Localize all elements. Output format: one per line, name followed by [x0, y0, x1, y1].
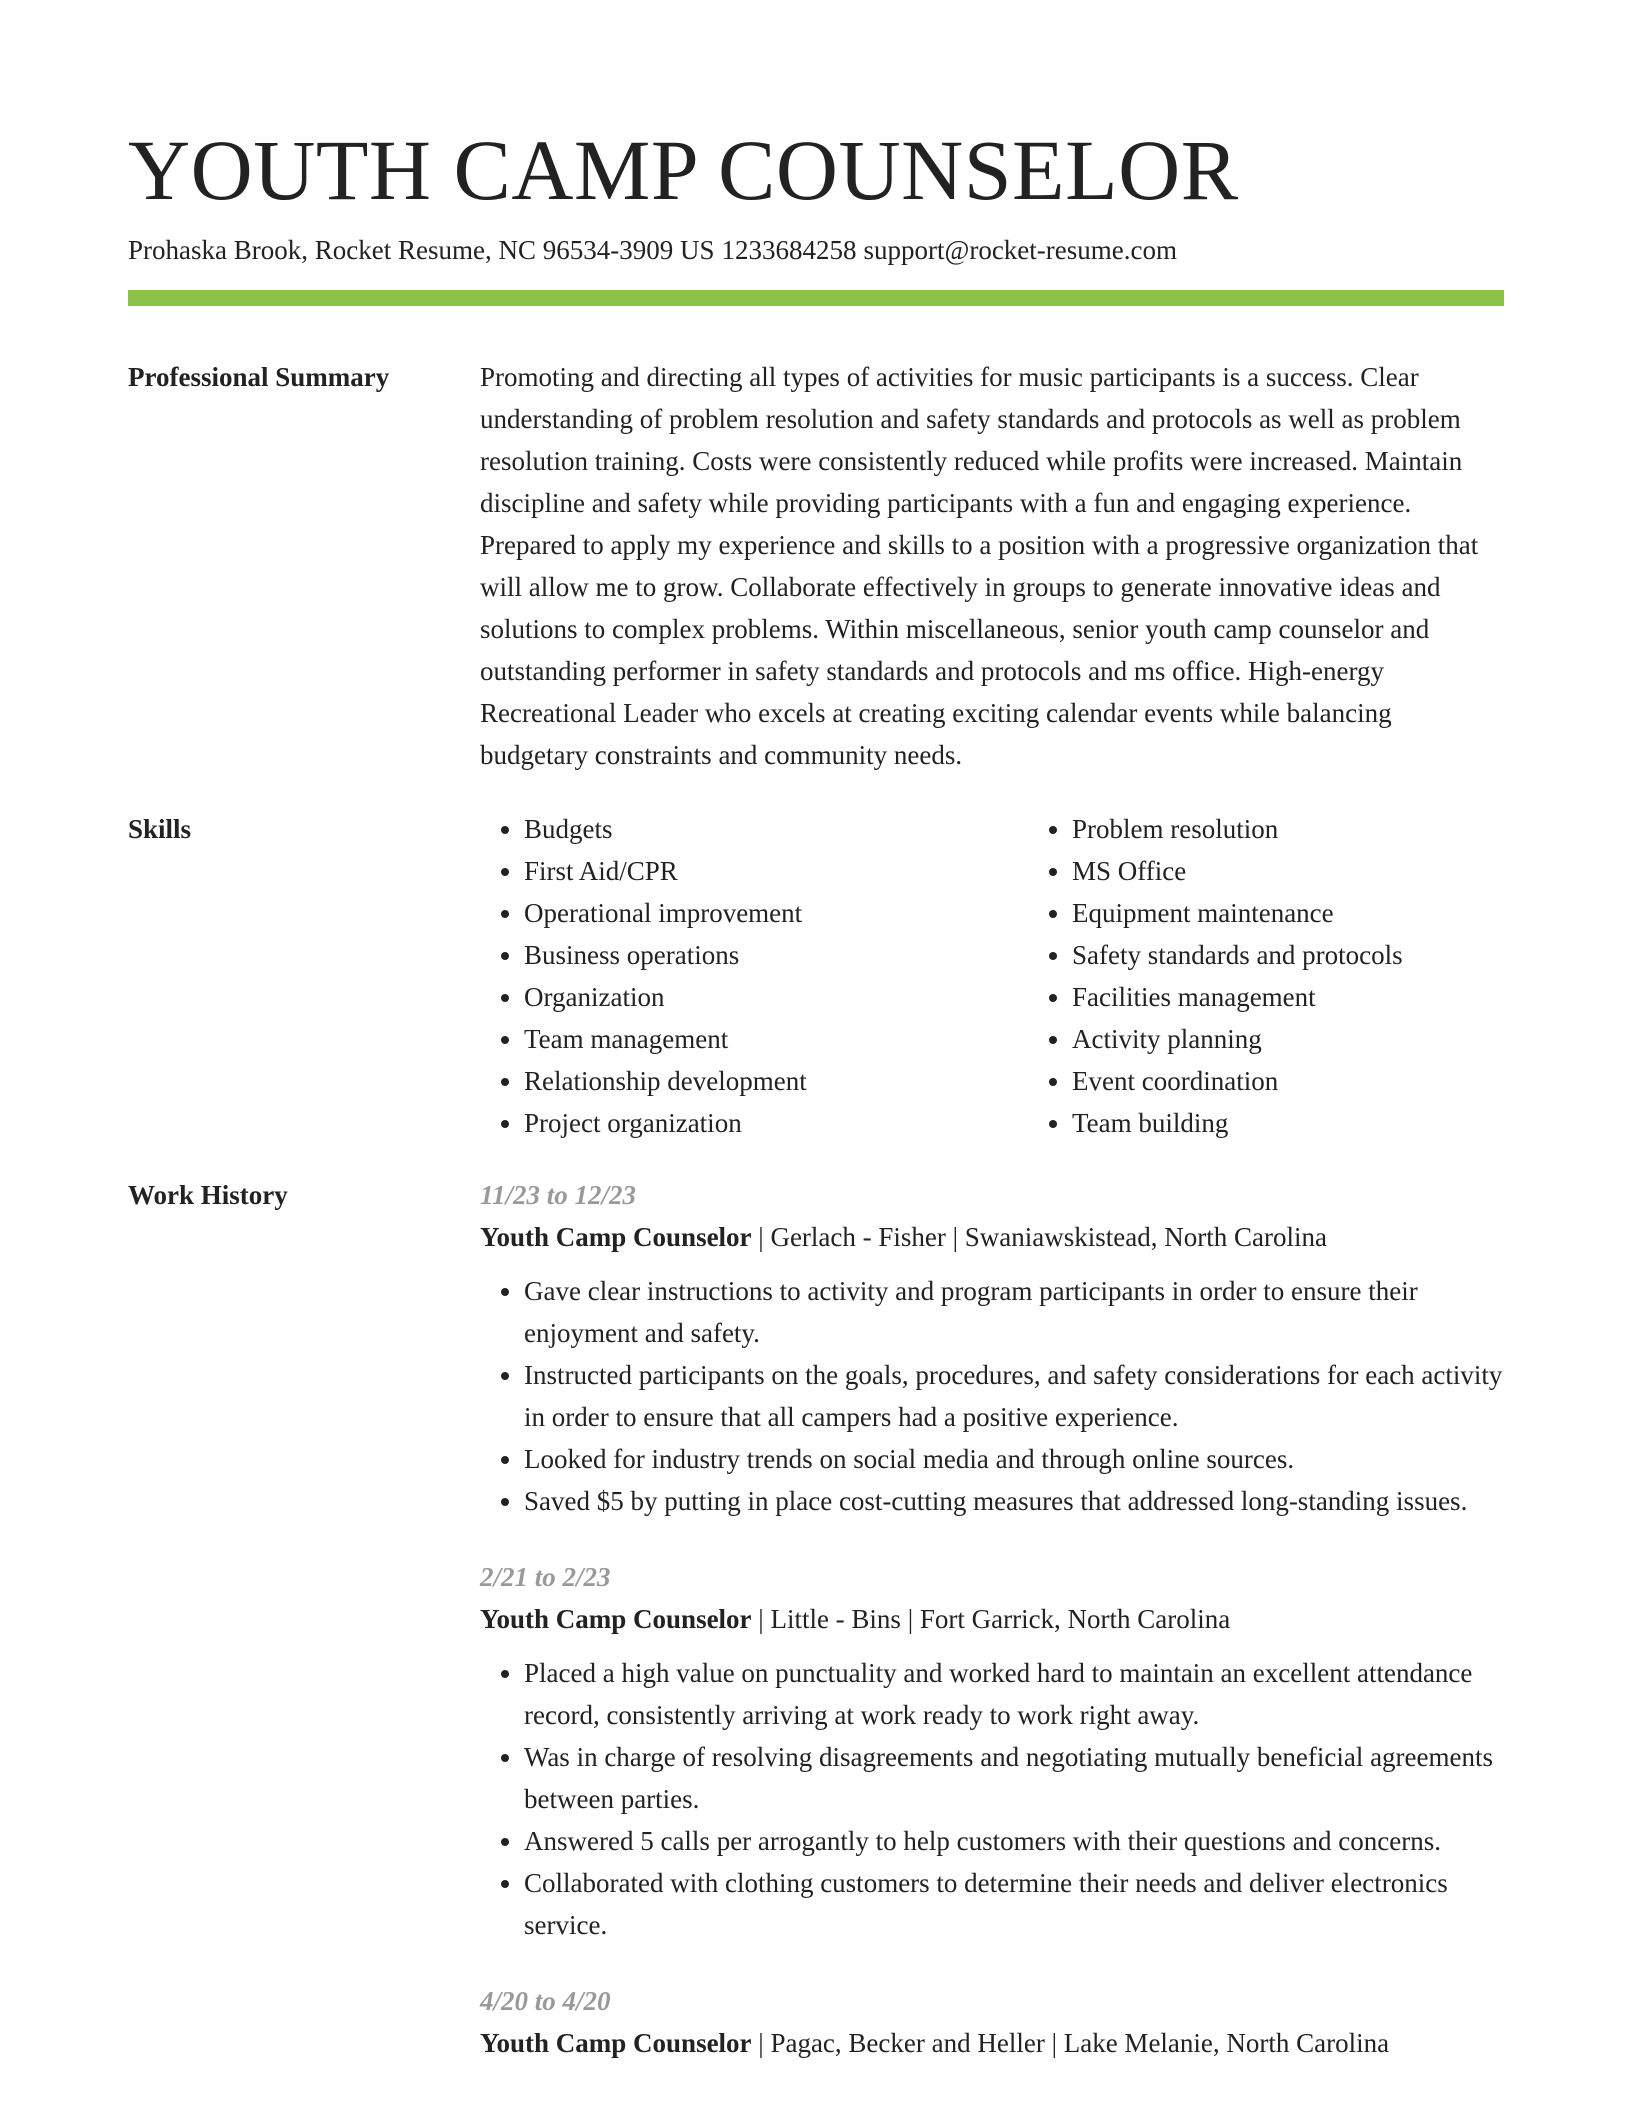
skill-item: • Facilities management: [1072, 976, 1403, 1018]
skill-item: • Team building: [1072, 1102, 1403, 1144]
resume-name: YOUTH CAMP COUNSELOR: [128, 122, 1239, 218]
contact-address: Prohaska Brook, Rocket Resume, NC 96534-3909 US: [128, 235, 715, 265]
job-bullet: • Collaborated with clothing customers to determine their needs and deliver electronics service.: [524, 1862, 1504, 1946]
skill-item: • Equipment maintenance: [1072, 892, 1403, 934]
skill-item: • Activity planning: [1072, 1018, 1403, 1060]
job-heading: [480, 2022, 1504, 2064]
contact-line: [128, 230, 1504, 270]
job-heading: [480, 1216, 1504, 1258]
job-company-location: | Pagac, Becker and Heller | Lake Melanie, North Carolina: [751, 2028, 1390, 2058]
job-title: Youth Camp Counselor: [480, 1604, 752, 1634]
job-bullet: • Answered 5 calls per arrogantly to help customers with their questions and concerns.: [524, 1820, 1504, 1862]
summary-section: [128, 356, 1504, 776]
job-title: Youth Camp Counselor: [480, 2028, 752, 2058]
skills-list-left: [480, 808, 1028, 1144]
job-bullet: • Looked for industry trends on social media and through online sources.: [524, 1438, 1504, 1480]
skill-item: • MS Office: [1072, 850, 1403, 892]
skill-item: • Relationship development: [524, 1060, 1028, 1102]
skills-section: [128, 808, 1504, 1144]
job-entry: [480, 1174, 1504, 1522]
skill-item: • Problem resolution: [1072, 808, 1403, 850]
skill-item: • First Aid/CPR: [524, 850, 1028, 892]
header-divider: [128, 290, 1504, 306]
skill-item: • Team management: [524, 1018, 1028, 1060]
skills-heading: Skills: [128, 814, 192, 844]
job-heading: [480, 1598, 1504, 1640]
summary-heading: Professional Summary: [128, 362, 390, 392]
job-date: 2/21 to 2/23: [480, 1562, 611, 1592]
skill-item: • Event coordination: [1072, 1060, 1403, 1102]
skill-item: • Safety standards and protocols: [1072, 934, 1403, 976]
job-bullet: • Instructed participants on the goals, procedures, and safety considerations for each activity in order to ensure that all campers had a positive experience.: [524, 1354, 1504, 1438]
contact-email: support@rocket-resume.com: [863, 235, 1177, 265]
job-bullet: • Saved $5 by putting in place cost-cutting measures that addressed long-standing issues.: [524, 1480, 1504, 1522]
job-bullets: [480, 1652, 1504, 1946]
work-history-body: [480, 1174, 1504, 2098]
job-bullet: • Gave clear instructions to activity and program participants in order to ensure their enjoyment and safety.: [524, 1270, 1504, 1354]
job-title: Youth Camp Counselor: [480, 1222, 752, 1252]
work-history-heading: Work History: [128, 1180, 288, 1210]
skills-columns: [480, 808, 1504, 1144]
contact-phone: 1233684258: [721, 235, 857, 265]
skill-item: • Business operations: [524, 934, 1028, 976]
skills-list-right: [1028, 808, 1403, 1144]
job-company-location: | Little - Bins | Fort Garrick, North Carolina: [751, 1604, 1231, 1634]
job-bullets: [480, 1270, 1504, 1522]
skills-body: [480, 808, 1504, 1144]
skill-item: • Project organization: [524, 1102, 1028, 1144]
skill-item: • Budgets: [524, 808, 1028, 850]
job-date: 4/20 to 4/20: [480, 1986, 611, 2016]
job-company-location: | Gerlach - Fisher | Swaniawskistead, North Carolina: [751, 1222, 1327, 1252]
work-history-section: [128, 1174, 1504, 2098]
summary-text: Promoting and directing all types of activities for music participants is a success. Clear understanding of problem resolution and safety standards and protocols as well as problem resolution training. Costs were consistently reduced while profits were increased. Maintain discipline and safety while providing participants with a fun and engaging experience. Prepared to apply my experience and skills to a position with a progressive organization that will allow me to grow. Collaborate effectively in groups to generate innovative ideas and solutions to complex problems. Within miscellaneous, senior youth camp counselor and outstanding performer in safety standards and protocols and ms office. High-energy Recreational Leader who excels at creating exciting calendar events while balancing budgetary constraints and community needs.: [480, 362, 1479, 770]
job-entry: [480, 1980, 1504, 2064]
resume-page: [128, 118, 1504, 2098]
job-entry: [480, 1556, 1504, 1946]
skill-item: • Operational improvement: [524, 892, 1028, 934]
skill-item: • Organization: [524, 976, 1028, 1018]
job-date: 11/23 to 12/23: [480, 1180, 637, 1210]
job-bullet: • Was in charge of resolving disagreements and negotiating mutually beneficial agreements between parties.: [524, 1736, 1504, 1820]
job-bullet: • Placed a high value on punctuality and worked hard to maintain an excellent attendance record, consistently arriving at work ready to work right away.: [524, 1652, 1504, 1736]
